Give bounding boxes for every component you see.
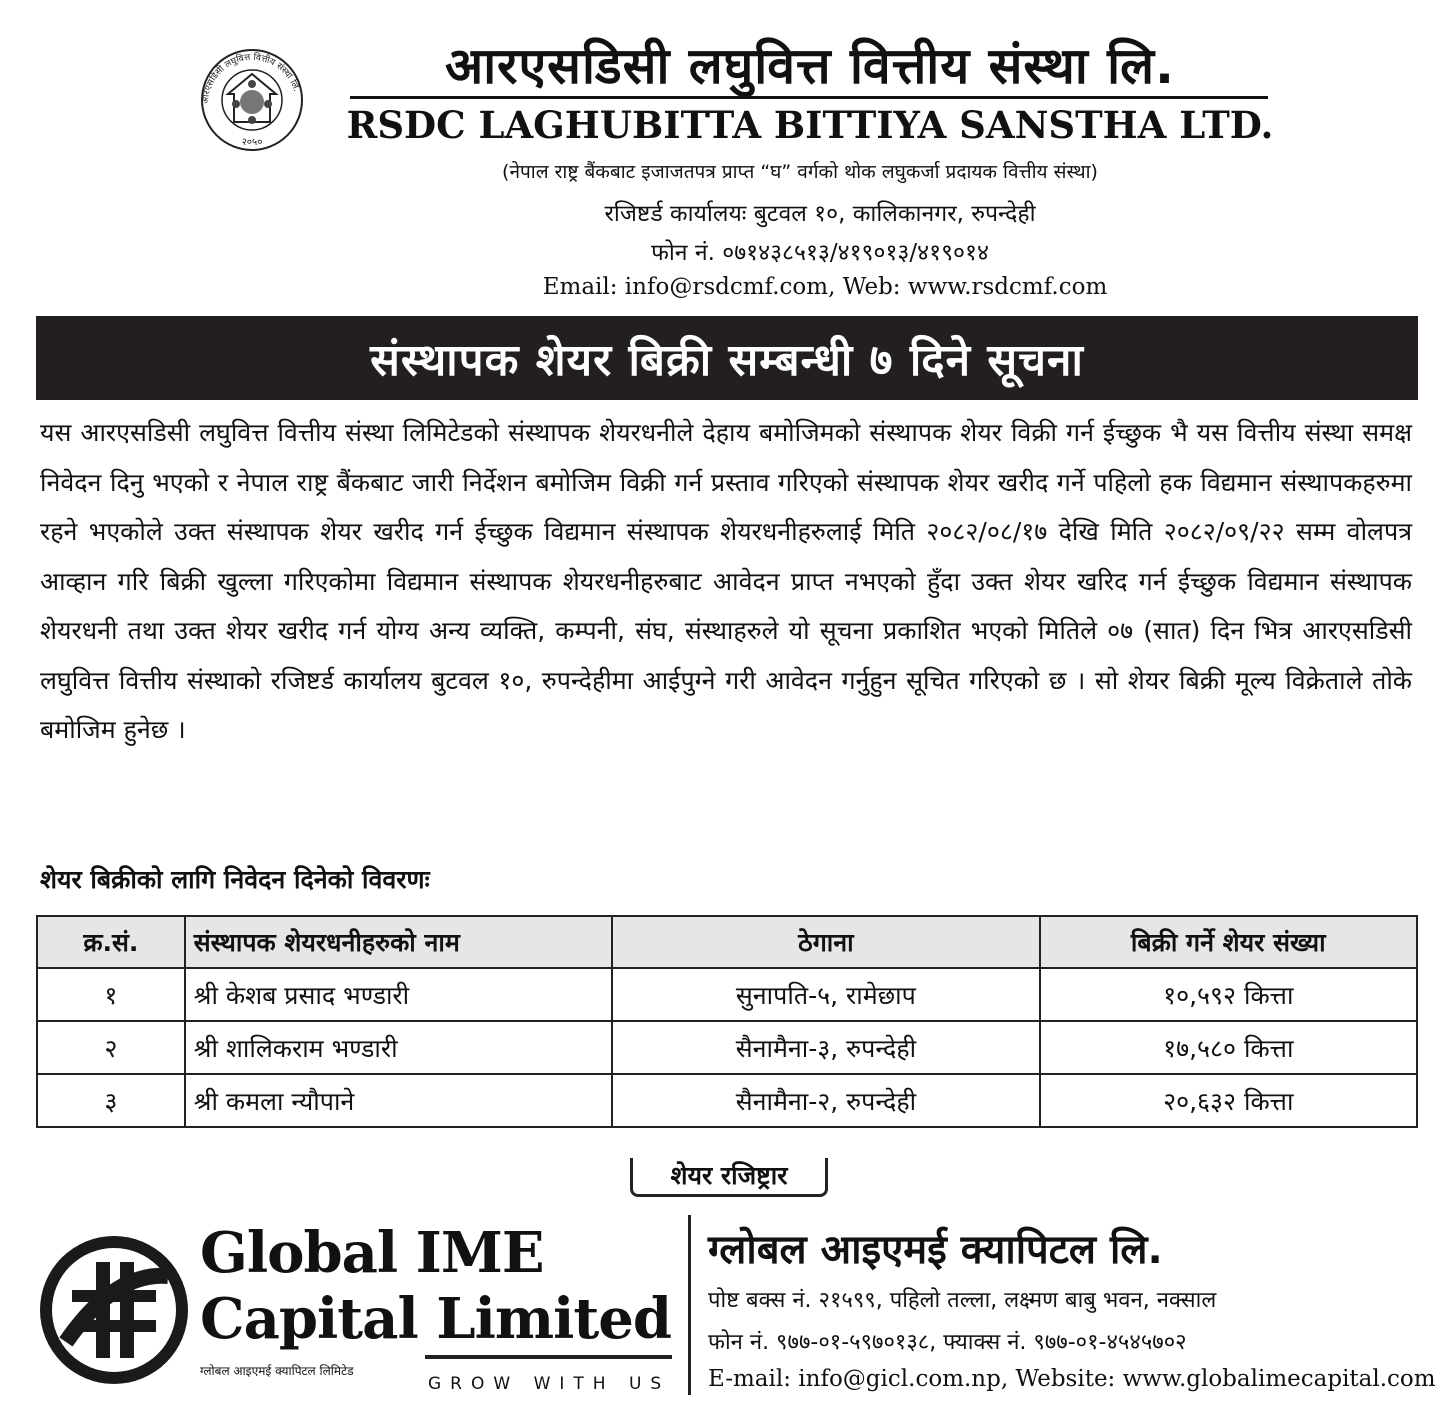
cell-name: श्री कमला न्यौपाने (185, 1074, 613, 1127)
header-share-count: बिक्री गर्ने शेयर संख्या (1040, 916, 1417, 968)
notice-title: संस्थापक शेयर बिक्री सम्बन्धी ७ दिने सूचना (370, 335, 1084, 386)
registrar-divider (688, 1215, 691, 1395)
cell-share-count: २०,६३२ कित्ता (1040, 1074, 1417, 1127)
registrar-name-nepali: ग्लोबल आइएमई क्यापिटल लि. (708, 1227, 1163, 1273)
company-phone: फोन नं. ०७१४३८५१३/४१९०१३/४१९०१४ (651, 240, 989, 266)
company-seal-logo (190, 42, 314, 152)
cell-address: सैनामैना-३, रुपन्देही (612, 1021, 1039, 1074)
table-row (37, 1021, 1417, 1074)
cell-name: श्री शालिकराम भण्डारी (185, 1021, 613, 1074)
table-row (37, 968, 1417, 1021)
cell-name: श्री केशब प्रसाद भण्डारी (185, 968, 613, 1021)
registrar-email: E-mail: info@gicl.com.np, Website: www.globalimecapital.com (708, 1366, 1436, 1392)
header-name: संस्थापक शेयरधनीहरुको नाम (185, 916, 613, 968)
cell-address: सुनापति-५, रामेछाप (612, 968, 1039, 1021)
company-title-nepali: आरएसडिसी लघुवित्त वित्तीय संस्था लि. (444, 37, 1176, 95)
registrar-label: शेयर रजिष्ट्रार (630, 1158, 828, 1197)
registrar-address: पोष्ट बक्स नं. २१५९९, पहिलो तल्ला, लक्ष्मण बाबु भवन, नक्साल (708, 1288, 1217, 1313)
registrar-name-english-line1: Global IME (200, 1220, 544, 1286)
share-sale-table (36, 915, 1418, 1128)
registrar-phone: फोन नं. ९७७-०१-५९७०१३८, फ्याक्स नं. ९७७-०१-४५४५७०२ (708, 1330, 1187, 1355)
global-ime-logo-icon (36, 1232, 192, 1388)
cell-serial: ३ (37, 1074, 185, 1127)
table-caption: शेयर बिक्रीको लागि निवेदन दिनेको विवरणः (40, 865, 430, 894)
registrar-underline (425, 1355, 672, 1359)
header-address: ठेगाना (612, 916, 1039, 968)
notice-banner (36, 316, 1418, 400)
table-row (37, 1074, 1417, 1127)
registrar-name-english-line2: Capital Limited (200, 1286, 672, 1352)
company-email-web: Email: info@rsdcmf.com, Web: www.rsdcmf.com (542, 274, 1108, 300)
cell-address: सैनामैना-२, रुपन्देही (612, 1074, 1039, 1127)
cell-serial: १ (37, 968, 185, 1021)
registrar-tagline: GROW WITH US (428, 1374, 671, 1394)
table-header-row (37, 916, 1417, 968)
seal-year: २०५० (241, 137, 263, 148)
title-divider (350, 96, 1268, 99)
company-title-english: RSDC LAGHUBITTA BITTIYA SANSTHA LTD. (346, 103, 1274, 147)
notice-body: यस आरएसडिसी लघुवित्त वित्तीय संस्था लिमिटेडको संस्थापक शेयरधनीले देहाय बमोजिमको संस्थापक शेयर विक्री गर्न ईच्छुक भै यस वित्तीय संस्था समक्ष निवेदन दिनु भएको र नेपाल राष्ट्र बैंकबाट जारी निर्देशन बमोजिम विक्री गर्न प्रस्ताव गरिएको संस्थापक शेयर खरीद गर्ने पहिलो हक विद्यमान संस्थापकहरुमा रहने भएकोले उक्त संस्थापक शेयर खरीद गर्न ईच्छुक विद्यमान संस्थापक शेयरधनीहरुलाई मिति २०८२/०८/१७ देखि मिति २०८२/०९/२२ सम्म वोलपत्र आव्हान गरि बिक्री खुल्ला गरिएकोमा विद्यमान संस्थापक शेयरधनीहरुबाट आवेदन प्राप्त नभएको हुँदा उक्त शेयर खरिद गर्न ईच्छुक विद्यमान संस्थापक शेयरधनी तथा उक्त शेयर खरीद गर्न योग्य अन्य व्यक्ति, कम्पनी, संघ, संस्थाहरुले यो सूचना प्रकाशित भएको मितिले ०७ (सात) दिन भित्र आरएसडिसी लघुवित्त वित्तीय संस्थाको रजिष्टर्ड कार्यालय बुटवल १०, रुपन्देहीमा आईपुग्ने गरी आवेदन गर्नुहुन सूचित गरिएको छ । सो शेयर बिक्री मूल्य विक्रेताले तोके बमोजिम हुनेछ । (40, 418, 1412, 744)
registered-office: रजिष्टर्ड कार्यालयः बुटवल १०, कालिकानगर, रुपन्देही (604, 201, 1036, 227)
company-subtitle: (नेपाल राष्ट्र बैंकबाट इजाजतपत्र प्राप्त “घ” वर्गको थोक लघुकर्जा प्रदायक वित्तीय संस्था) (502, 161, 1098, 183)
cell-share-count: १७,५८० कित्ता (1040, 1021, 1417, 1074)
seal-arc-text: आरएसडिसी लघुवित्त वित्तीय संस्था लि. (200, 52, 302, 105)
registrar-name-nepali-small: ग्लोबल आइएमई क्यापिटल लिमिटेड (200, 1364, 354, 1378)
header-serial: क्र.सं. (37, 916, 185, 968)
cell-serial: २ (37, 1021, 185, 1074)
cell-share-count: १०,५९२ कित्ता (1040, 968, 1417, 1021)
